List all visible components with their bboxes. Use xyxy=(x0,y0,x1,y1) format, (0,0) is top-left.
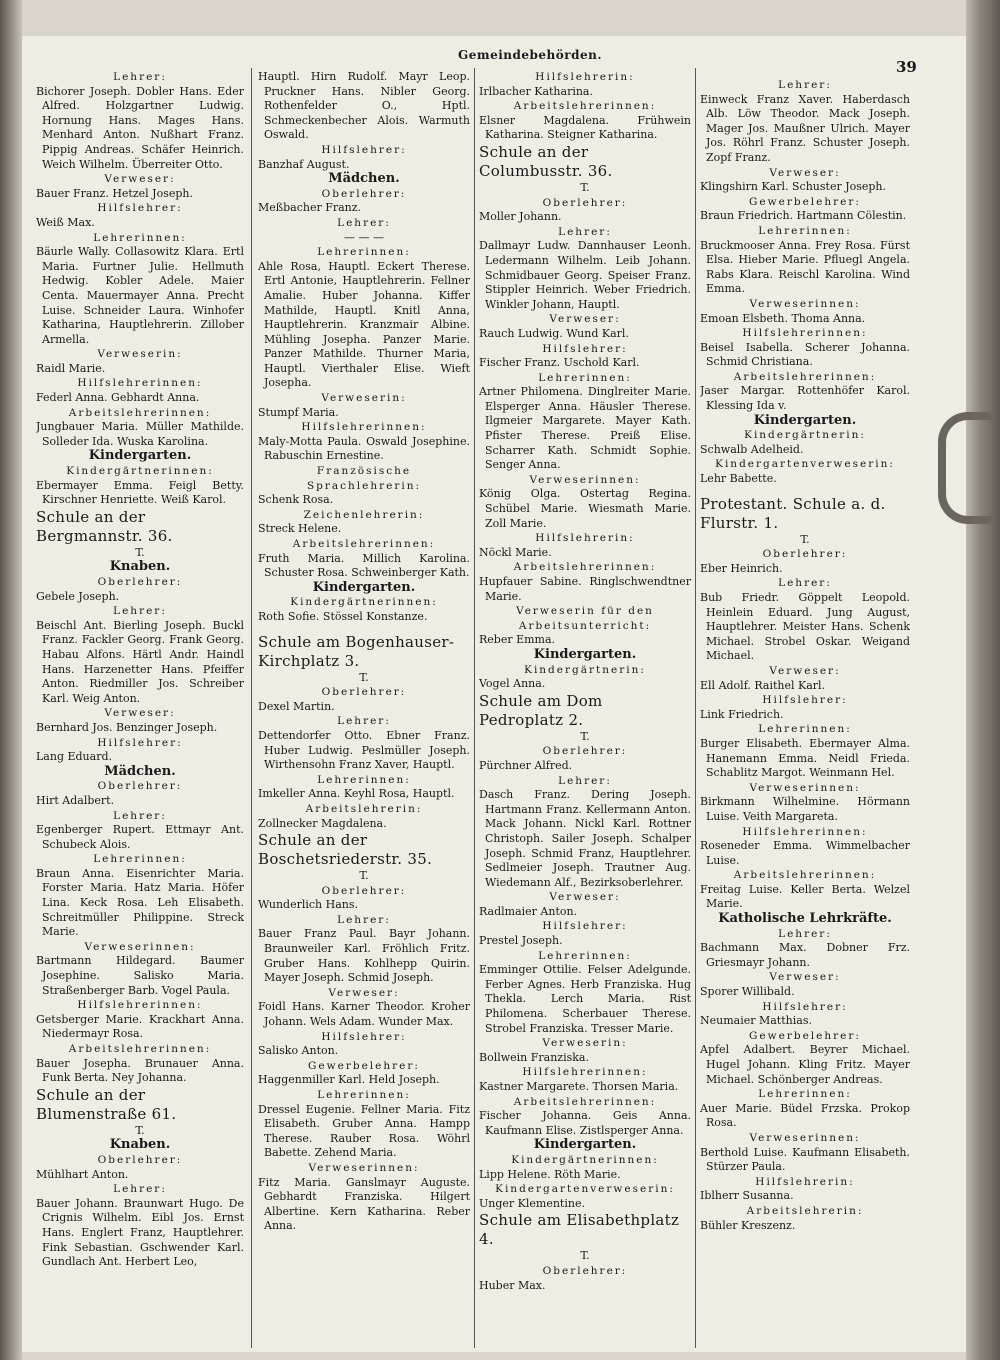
name-entry: Schwalb Adelheid. xyxy=(700,442,804,456)
name-entry: Unger Klementine. xyxy=(479,1196,585,1210)
section-heading: Kindergarten. xyxy=(88,448,192,464)
section-heading: Kindergarten. xyxy=(753,412,857,428)
name-entry: Ahle Rosa, Hauptl. Eckert Therese. Ertl Antonie, Hauptlehrerin. Fellner Amalie. Huber Johanna. Kiffer Mathilde, Hauptl. Knitl Anna, Hauptlehrerin. Kranzmair Albine. Mühling Josepha. Panzer Marie. Panzer Mathilde. Thurner Maria, Hauptl. Vierthaler Elise. Wieft Josepha. xyxy=(258,259,470,390)
name-entry: Braun Anna. Eisenrichter Maria. Forster Maria. Hatz Maria. Höfer Lina. Keck Rosa. Leh Elisabeth. Schreitmüller Philippine. Streck Marie. xyxy=(36,866,244,939)
role-label: Lehrer: xyxy=(778,927,832,940)
school-heading: Schule an der Bergmannstr. 36. xyxy=(36,507,173,545)
name-entry: Gebele Joseph. xyxy=(36,589,120,603)
role-label: Arbeitslehrerinnen: xyxy=(68,406,212,419)
name-entry: Roseneder Emma. Wimmelbacher Luise. xyxy=(700,839,910,867)
role-label: Hilfslehrer: xyxy=(321,143,407,156)
school-heading: Schule an der Columbusstr. 36. xyxy=(479,142,613,180)
name-entry: Hupfauer Sabine. Ringlschwendtner Marie. xyxy=(479,575,691,603)
role-label: Verweserinnen: xyxy=(84,940,196,953)
role-label: Oberlehrer: xyxy=(321,884,407,897)
role-label: Oberlehrer: xyxy=(762,548,848,561)
name-entry: Berthold Luise. Kaufmann Elisabeth. Stürzer Paula. xyxy=(700,1145,910,1174)
column-rule xyxy=(474,68,475,1348)
role-label: Oberlehrer: xyxy=(542,1264,628,1277)
role-label: Arbeitslehrerinnen: xyxy=(513,1095,657,1108)
type-marker: T. xyxy=(800,532,810,546)
name-entry: Egenberger Rupert. Ettmayr Ant. Schubeck Alois. xyxy=(36,823,244,851)
section-heading: Katholische Lehrkräfte. xyxy=(718,911,892,927)
name-entry: Bauer Josepha. Brunauer Anna. Funk Berta. Ney Johanna. xyxy=(36,1056,244,1085)
role-label: Verweser: xyxy=(328,986,400,999)
role-label: Arbeitslehrerinnen: xyxy=(733,869,877,882)
name-entry: Beischl Ant. Bierling Joseph. Buckl Franz. Fackler Georg. Frank Georg. Habau Alfons. Härtl Andr. Haindl Hans. Harzenetter Hans. Pfeiffer Anton. Riedmiller Jos. Schreiber Karl. Weig Anton. xyxy=(36,618,244,705)
name-entry: Bernhard Jos. Benzinger Joseph. xyxy=(36,720,218,734)
role-label: Verweser: xyxy=(549,313,621,326)
name-entry: Bub Friedr. Göppelt Leopold. Heinlein Eduard. Jung August, Hauptlehrer. Meister Hans. Schenk Michael. Strobel Oskar. Weigand Michael. xyxy=(700,591,910,663)
role-label: Gewerbelehrer: xyxy=(308,1059,420,1072)
role-label: Lehrerinnen: xyxy=(93,853,187,866)
role-label: Lehrer: xyxy=(558,774,612,787)
running-title: Gemeindebehörden. xyxy=(457,48,603,62)
role-label: Hilfslehrerinnen: xyxy=(742,327,868,340)
name-entry: Burger Elisabeth. Ebermayer Alma. Hanemann Emma. Neidl Frieda. Schablitz Margot. Weinmann Hel. xyxy=(700,736,910,780)
name-entry: Neumaier Matthias. xyxy=(700,1014,812,1028)
page-stack-edge xyxy=(966,0,1000,1360)
role-label: Oberlehrer: xyxy=(542,745,628,758)
role-label: Verweserin: xyxy=(97,348,183,361)
name-entry: Bauer Johann. Braunwart Hugo. De Crignis Wilhelm. Eibl Jos. Ernst Hans. Englert Franz, Hauptlehrer. Fink Sebastian. Gschwender Karl. Gundlach Ant. Herbert Leo, xyxy=(36,1196,244,1269)
name-entry: Klingshirn Karl. Schuster Joseph. xyxy=(700,180,887,194)
role-label: Verweserin: xyxy=(321,392,407,405)
role-label: Lehrerinnen: xyxy=(538,371,632,384)
name-entry: Bachmann Max. Dobner Frz. Griesmayr Johann. xyxy=(700,941,910,969)
name-entry: Bauer Franz. Hetzel Joseph. xyxy=(36,186,193,200)
role-label: Oberlehrer: xyxy=(542,196,628,209)
name-entry: Wunderlich Hans. xyxy=(258,898,358,912)
binding-edge xyxy=(0,0,22,1360)
section-heading: Knaben. xyxy=(109,1137,171,1153)
name-entry: Getsberger Marie. Krackhart Anna. Niedermayr Rosa. xyxy=(36,1012,244,1041)
name-entry: Lehr Babette. xyxy=(700,472,777,486)
name-entry: Schenk Rosa. xyxy=(258,493,334,507)
school-heading: Schule an der Boschetsriederstr. 35. xyxy=(258,831,433,869)
type-marker: T. xyxy=(580,1249,590,1263)
paper-clip-icon xyxy=(938,412,994,524)
name-entry: Radlmaier Anton. xyxy=(479,904,578,918)
role-label: Lehrerinnen: xyxy=(317,1089,411,1101)
section-heading: Kindergarten. xyxy=(533,1137,637,1153)
role-label: Kindergärtnerin: xyxy=(524,663,646,676)
column-2 xyxy=(258,70,470,1352)
role-label: Lehrerinnen: xyxy=(538,949,632,962)
role-label: Lehrerinnen: xyxy=(317,773,411,786)
name-entry: Artner Philomena. Dinglreiter Marie. Elsperger Anna. Häusler Therese. Ilgmeier Margarete. Mayer Kath. Pfister Therese. Preiß Elise. Scharrer Kath. Schmidt Sophie. Senger Anna. xyxy=(479,385,691,472)
role-label: Lehrerinnen: xyxy=(758,224,852,237)
type-marker: T. xyxy=(359,869,369,883)
name-entry: Bauer Franz Paul. Bayr Johann. Braunweiler Karl. Fröhlich Fritz. Gruber Hans. Kohlhepp Quirin. Mayer Joseph. Schmid Joseph. xyxy=(258,927,470,985)
section-heading: Kindergarten. xyxy=(533,646,637,662)
name-entry: Sporer Willibald. xyxy=(700,985,795,999)
role-label: Oberlehrer: xyxy=(97,576,183,588)
type-marker: T. xyxy=(135,545,145,559)
role-label: Oberlehrer: xyxy=(97,780,183,793)
role-label: Arbeitslehrerinnen: xyxy=(68,1043,212,1055)
name-entry: Weiß Max. xyxy=(36,215,95,229)
column-3 xyxy=(479,70,691,1352)
name-entry: Zollnecker Magdalena. xyxy=(258,816,387,830)
column-rule xyxy=(695,68,696,1348)
name-entry: Emoan Elsbeth. Thoma Anna. xyxy=(700,311,866,325)
name-entry: Eber Heinrich. xyxy=(700,561,783,575)
role-label: Lehrer: xyxy=(113,605,167,618)
name-entry: Beisel Isabella. Scherer Johanna. Schmid Christiana. xyxy=(700,340,910,369)
name-entry: Dexel Martin. xyxy=(258,699,335,713)
role-label: Hilfslehrer: xyxy=(542,342,628,355)
role-label: Hilfslehrer: xyxy=(97,202,183,215)
type-marker: T. xyxy=(580,180,590,194)
role-label: Gewerbelehrer: xyxy=(749,195,861,208)
role-label: Kindergartenverweserin: xyxy=(495,1183,675,1196)
role-label: Lehrerinnen: xyxy=(758,723,852,736)
type-marker: T. xyxy=(359,670,369,684)
name-entry: Einweck Franz Xaver. Haberdasch Alb. Löw Theodor. Mack Joseph. Mager Jos. Maußner Ulrich. Mayer Jos. Röhrl Franz. Schuster Joseph. Zopf Franz. xyxy=(700,92,910,164)
role-label: Hilfslehrerin: xyxy=(535,532,635,545)
column-1 xyxy=(36,70,244,1352)
name-entry: Apfel Adalbert. Beyrer Michael. Hugel Johann. Kling Fritz. Mayer Michael. Schönberger Andreas. xyxy=(700,1043,910,1086)
name-entry: Streck Helene. xyxy=(258,522,342,536)
role-label: Oberlehrer: xyxy=(97,1153,183,1166)
role-label: Arbeitslehrerinnen: xyxy=(733,370,877,383)
name-entry: Dallmayr Ludw. Dannhauser Leonh. Ledermann Wilhelm. Leib Johann. Schmidbauer Georg. Speiser Franz. Stippler Heinrich. Weber Friedrich. Winkler Johann, Hauptl. xyxy=(479,239,691,311)
role-label: Lehrerinnen: xyxy=(317,246,411,259)
role-label: Verweserinnen: xyxy=(749,297,861,310)
role-label: Hilfslehrerin: xyxy=(755,1175,855,1188)
role-label: Hilfslehrer: xyxy=(97,736,183,749)
spacer xyxy=(700,70,910,78)
role-label: Hilfslehrer: xyxy=(762,1000,848,1013)
section-heading: Mädchen. xyxy=(328,171,400,187)
role-label: Verweserinnen: xyxy=(749,1131,861,1144)
name-entry: Meßbacher Franz. xyxy=(258,201,362,215)
name-entry: Stumpf Maria. xyxy=(258,405,339,419)
name-entry: Haggenmiller Karl. Held Joseph. xyxy=(258,1073,440,1087)
name-entry: Maly-Motta Paula. Oswald Josephine. Rabuschin Ernestine. xyxy=(258,434,470,463)
role-label: Hilfslehrerinnen: xyxy=(522,1066,648,1079)
name-entry: Bruckmooser Anna. Frey Rosa. Fürst Elsa. Hieber Marie. Pfluegl Angela. Rabs Klara. Reischl Karolina. Wind Emma. xyxy=(700,238,910,296)
school-heading: Schule an der Blumenstraße 61. xyxy=(36,1085,177,1123)
name-entry: Bäurle Wally. Collasowitz Klara. Ertl Maria. Furtner Julie. Hellmuth Hedwig. Kobler Adele. Maier Centa. Mauermayer Anna. Precht Luise. Schneider Laura. Winhofer Katharina, Hauptlehrerin. Zillober Armella. xyxy=(36,245,244,346)
type-marker: T. xyxy=(135,1123,145,1137)
name-entry: Rauch Ludwig. Wund Karl. xyxy=(479,326,629,340)
vacancy-dash: — — — xyxy=(344,230,384,244)
name-entry: Jaser Margar. Rottenhöfer Karol. Klessing Ida v. xyxy=(700,384,910,413)
page-number: 39 xyxy=(896,58,917,76)
name-entry: Emminger Ottilie. Felser Adelgunde. Ferber Agnes. Herb Franziska. Hug Thekla. Lerch Maria. Rist Philomena. Scherbauer Therese. Strobel Franziska. Tresser Marie. xyxy=(479,963,691,1035)
name-entry: Raidl Marie. xyxy=(36,361,106,375)
name-entry: Huber Max. xyxy=(479,1278,546,1292)
name-entry: Moller Johann. xyxy=(479,210,562,224)
role-label: Hilfslehrerinnen: xyxy=(742,825,868,838)
column-rule xyxy=(251,68,252,1348)
column-4 xyxy=(700,70,910,1352)
role-label: Kindergärtnerinnen: xyxy=(66,465,214,478)
name-entry: Dettendorfer Otto. Ebner Franz. Huber Ludwig. Peslmüller Joseph. Wirthensohn Franz Xaver, Hauptl. xyxy=(258,728,470,772)
role-label: Verweser: xyxy=(104,707,176,720)
role-label: Lehrer: xyxy=(337,913,391,926)
role-label: Hilfslehrer: xyxy=(321,1030,407,1043)
name-entry: Prestel Joseph. xyxy=(479,934,563,948)
role-label: Kindergärtnerinnen: xyxy=(511,1153,659,1166)
role-label: Arbeitslehrerin: xyxy=(746,1204,864,1217)
name-entry: Vogel Anna. xyxy=(479,677,546,691)
name-entry: Auer Marie. Büdel Frzska. Prokop Rosa. xyxy=(700,1101,910,1130)
name-entry: Fischer Franz. Uschold Karl. xyxy=(479,356,640,370)
name-entry: Elsner Magdalena. Frühwein Katharina. Steigner Katharina. xyxy=(479,113,691,142)
role-label: Verweser: xyxy=(769,166,841,179)
role-label: Zeichenlehrerin: xyxy=(303,508,425,521)
role-label: Oberlehrer: xyxy=(321,686,407,699)
name-entry: Dasch Franz. Dering Joseph. Hartmann Franz. Kellermann Anton. Mack Johann. Nickl Karl. Rottner Christoph. Sailer Joseph. Schalper Joseph. Schmid Franz, Hauptlehrer. Sedlmeier Joseph. Trautner Aug. Wiedemann Alf., Bezirksoberlehrer. xyxy=(479,788,691,889)
name-entry: Imkeller Anna. Keyhl Rosa, Hauptl. xyxy=(258,787,455,801)
role-label: Verweser: xyxy=(769,971,841,984)
role-label: Lehrerinnen: xyxy=(93,231,187,244)
role-label: Verweserinnen: xyxy=(308,1161,420,1174)
role-label: Lehrer: xyxy=(337,216,391,229)
role-label: Arbeitslehrerinnen: xyxy=(513,561,657,574)
type-marker: T. xyxy=(580,729,590,743)
name-entry: Fischer Johanna. Geis Anna. Kaufmann Elise. Zistlsperger Anna. xyxy=(479,1109,691,1137)
name-entry: Roth Sofie. Stössel Konstanze. xyxy=(258,609,428,623)
name-entry: Lang Eduard. xyxy=(36,750,112,764)
spacer xyxy=(258,625,470,633)
role-label: Kindergärtnerin: xyxy=(744,429,866,442)
role-label: Verweser: xyxy=(104,173,176,186)
role-label: Verweserin für den Arbeitsunterricht: xyxy=(516,605,654,632)
role-label: Verweserinnen: xyxy=(749,781,861,794)
name-entry: König Olga. Ostertag Regina. Schübel Marie. Wiesmath Marie. Zoll Marie. xyxy=(479,487,691,530)
role-label: Französische Sprachlehrerin: xyxy=(306,465,422,492)
role-label: Hilfslehrerinnen: xyxy=(301,421,427,434)
section-heading: Kindergarten. xyxy=(312,579,416,595)
name-entry: Fruth Maria. Millich Karolina. Schuster Rosa. Schweinberger Kath. xyxy=(258,551,470,580)
role-label: Lehrerinnen: xyxy=(758,1088,852,1101)
role-label: Oberlehrer: xyxy=(321,187,407,200)
role-label: Kindergartenverweserin: xyxy=(715,458,895,471)
name-entry: Foidl Hans. Karner Theodor. Kroher Johann. Wels Adam. Wunder Max. xyxy=(258,1000,470,1029)
name-entry: Banzhaf August. xyxy=(258,157,350,171)
school-heading: Protestant. Schule a. d. Flurstr. 1. xyxy=(700,494,886,532)
role-label: Lehrer: xyxy=(113,1183,167,1196)
name-entry: Nöckl Marie. xyxy=(479,545,552,559)
name-entry: Hauptl. Hirn Rudolf. Mayr Leop. Pruckner Hans. Nibler Georg. Rothenfelder O., Hptl. Schmeckenbecher Alois. Warmuth Oswald. xyxy=(258,70,470,142)
name-entry: Salisko Anton. xyxy=(258,1044,339,1058)
role-label: Verweser: xyxy=(549,891,621,904)
name-entry: Jungbauer Maria. Müller Mathilde. Solleder Ida. Wuska Karolina. xyxy=(36,420,244,448)
name-entry: Link Friedrich. xyxy=(700,707,784,721)
name-entry: Dressel Eugenie. Fellner Maria. Fitz Elisabeth. Gruber Anna. Hampp Therese. Rauber Rosa. Wöhrl Babette. Zehend Maria. xyxy=(258,1102,470,1160)
role-label: Verweserin: xyxy=(542,1037,628,1050)
name-entry: Pürchner Alfred. xyxy=(479,758,573,772)
role-label: Verweser: xyxy=(769,664,841,677)
name-entry: Bichorer Joseph. Dobler Hans. Eder Alfred. Holzgartner Ludwig. Hornung Hans. Mages Hans. Menhard Anton. Nußhart Franz. Pippig Andreas. Schäfer Heinrich. Weich Wilhelm. Überreiter Otto. xyxy=(36,84,244,171)
role-label: Hilfslehrerinnen: xyxy=(77,377,203,390)
role-label: Hilfslehrerin: xyxy=(535,71,635,83)
name-entry: Birkmann Wilhelmine. Hörmann Luise. Veith Margareta. xyxy=(700,795,910,823)
name-entry: Braun Friedrich. Hartmann Cölestin. xyxy=(700,209,907,223)
role-label: Arbeitslehrerin: xyxy=(305,802,423,815)
section-heading: Mädchen. xyxy=(104,763,176,779)
name-entry: Bollwein Franziska. xyxy=(479,1050,589,1064)
role-label: Lehrer: xyxy=(113,71,167,83)
name-entry: Reber Emma. xyxy=(479,633,556,647)
role-label: Lehrer: xyxy=(558,225,612,238)
role-label: Arbeitslehrerinnen: xyxy=(513,100,657,113)
role-label: Verweserinnen: xyxy=(529,473,641,486)
role-label: Lehrer: xyxy=(337,715,391,728)
role-label: Hilfslehrer: xyxy=(762,694,848,707)
role-label: Arbeitslehrerinnen: xyxy=(292,538,436,550)
school-heading: Schule am Bogenhauser-Kirchplatz 3. xyxy=(258,632,455,670)
name-entry: Lipp Helene. Röth Marie. xyxy=(479,1167,621,1181)
role-label: Kindergärtnerinnen: xyxy=(290,596,438,609)
role-label: Lehrer: xyxy=(778,79,832,91)
name-entry: Federl Anna. Gebhardt Anna. xyxy=(36,391,200,405)
name-entry: Fitz Maria. Ganslmayr Auguste. Gebhardt Franziska. Hilgert Albertine. Kern Katharina. Reber Anna. xyxy=(258,1175,470,1233)
name-entry: Ell Adolf. Raithel Karl. xyxy=(700,678,826,692)
school-heading: Schule am Dom Pedroplatz 2. xyxy=(479,691,603,729)
section-heading: Knaben. xyxy=(109,559,171,575)
name-entry: Kastner Margarete. Thorsen Maria. xyxy=(479,1080,679,1093)
name-entry: Hirt Adalbert. xyxy=(36,793,115,807)
name-entry: Mühlhart Anton. xyxy=(36,1167,129,1181)
name-entry: Freitag Luise. Keller Berta. Welzel Marie. xyxy=(700,882,910,911)
role-label: Hilfslehrer: xyxy=(542,920,628,933)
name-entry: Iblherr Susanna. xyxy=(700,1189,794,1203)
name-entry: Bartmann Hildegard. Baumer Josephine. Salisko Maria. Straßenberger Barb. Vogel Paula. xyxy=(36,954,244,997)
role-label: Lehrer: xyxy=(778,577,832,590)
spacer xyxy=(700,487,910,495)
role-label: Gewerbelehrer: xyxy=(749,1029,861,1042)
name-entry: Ebermayer Emma. Feigl Betty. Kirschner Henriette. Weiß Karol. xyxy=(36,478,244,507)
name-entry: Bühler Kreszenz. xyxy=(700,1218,796,1232)
role-label: Hilfslehrerinnen: xyxy=(77,999,203,1012)
role-label: Lehrer: xyxy=(113,809,167,822)
school-heading: Schule am Elisabethplatz 4. xyxy=(479,1211,680,1249)
name-entry: Irlbacher Katharina. xyxy=(479,84,593,98)
